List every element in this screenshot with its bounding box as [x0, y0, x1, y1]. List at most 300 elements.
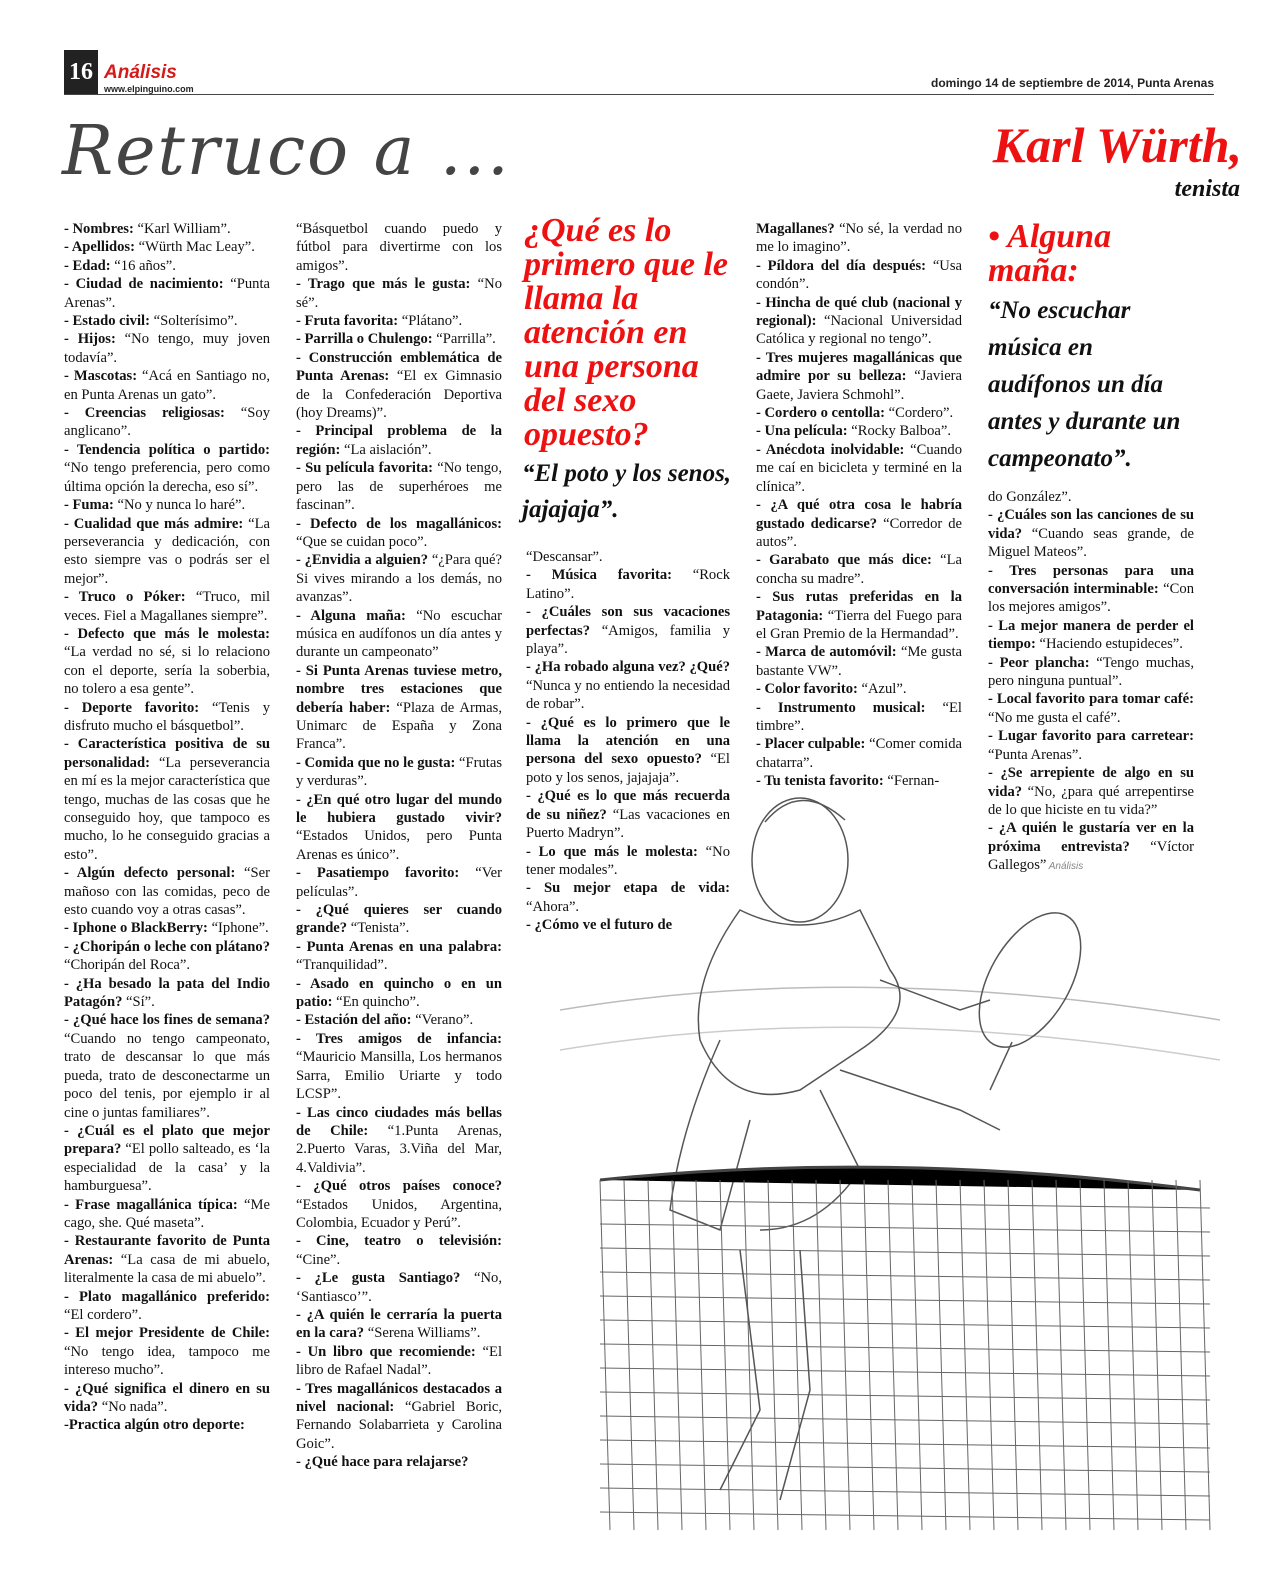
- qa-answer: “Nunca y no entiendo la necesidad de robar”.: [526, 677, 730, 713]
- qa-item: [526, 658, 730, 713]
- qa-question: - Restaurante favorito de Punta Arenas:: [64, 1233, 270, 1268]
- qa-answer: “No tengo, pero las de superhéroes me fascinan”.: [296, 460, 502, 514]
- qa-question: - ¿Cómo ve el futuro de: [526, 917, 673, 934]
- qa-item: [64, 1324, 270, 1379]
- qa-answer: “No y nunca lo haré”.: [113, 497, 246, 514]
- qa-answer: “Ser mañoso con las comidas, peco de esto cuando voy a otras casas”.: [64, 865, 270, 919]
- qa-answer: “Me cago, she. Qué maseta”.: [64, 1196, 270, 1231]
- qa-question: - Su mejor etapa de vida:: [526, 880, 730, 897]
- qa-question: - Instrumento musical:: [756, 699, 926, 716]
- qa-answer: “Las vacaciones en Puerto Madryn”.: [526, 806, 730, 842]
- qa-answer: “Gabriel Boric, Fernando Solabarrieta y Carolina Goic”.: [296, 1399, 503, 1452]
- qa-answer: “La perseverancia y dedicación, con esto siempre vas o podrás ser el mejor”.: [64, 515, 270, 587]
- qa-answer: “Azul”.: [857, 681, 907, 698]
- qa-answer: “Tengo muchas, pero ninguna puntual”.: [988, 654, 1194, 690]
- qa-answer: “Cuando seas grande, de Miguel Mateos”.: [988, 525, 1194, 561]
- highlight-question: ¿Qué es lo primero que le llama la atención en una persona del sexo opuesto?: [524, 212, 728, 453]
- qa-item: [296, 1453, 502, 1471]
- net-line: [1152, 1180, 1162, 1530]
- qa-item: [988, 506, 1194, 561]
- qa-item: [296, 901, 502, 938]
- qa-answer: “Parrilla”.: [432, 331, 496, 348]
- qa-question: - El mejor Presidente de Chile:: [64, 1325, 270, 1342]
- qa-answer: “Estados Unidos, pero Punta Arenas es único”.: [296, 828, 502, 863]
- qa-answer: “Punta Arenas”.: [988, 746, 1083, 763]
- qa-item: [296, 1269, 502, 1306]
- net-line: [912, 1180, 922, 1530]
- qa-question: - Estado civil:: [64, 313, 150, 330]
- qa-answer: “Me gusta bastante VW”.: [756, 644, 962, 679]
- qa-item: [756, 294, 962, 349]
- issue-date: domingo 14 de septiembre de 2014, Punta Arenas: [931, 76, 1214, 90]
- qa-item: [64, 257, 270, 275]
- interviewee-name: Karl Würth,: [992, 117, 1242, 173]
- qa-answer: “El poto y los senos, jajajaja”.: [526, 751, 730, 786]
- qa-answer: “Cuando no tengo campeonato, trato de descansar lo que más pueda, trato de desconectarme un poco del tenis, por ejemplo ir al cine o juntas familiares”.: [64, 1030, 270, 1121]
- qa-item: [64, 588, 270, 625]
- qa-item: [64, 515, 270, 589]
- qa-question: - ¿Qué hace para relajarse?: [296, 1454, 469, 1471]
- qa-question: Magallanes?: [756, 221, 835, 237]
- qa-answer: “Truco, mil veces. Fiel a Magallanes siempre”.: [64, 589, 270, 624]
- qa-answer: “Sí”.: [122, 994, 155, 1011]
- header-rule: [64, 94, 1214, 95]
- qa-item: [988, 488, 1194, 506]
- qa-question: - Tres personas para una conversación interminable:: [988, 562, 1194, 598]
- qa-answer: “Acá en Santiago no, en Punta Arenas un gato”.: [64, 368, 271, 403]
- qa-answer: “No tengo, muy joven todavía”.: [64, 331, 270, 366]
- qa-question: - ¿Qué otros países conoce?: [296, 1178, 502, 1195]
- qa-question: - Pasatiempo favorito:: [296, 865, 460, 882]
- qa-answer: “El libro de Rafael Nadal”.: [296, 1343, 502, 1379]
- qa-answer: “Cordero”.: [885, 405, 954, 422]
- qa-question: - Iphone o BlackBerry:: [64, 920, 208, 937]
- qa-item: [296, 422, 502, 459]
- qa-question: - Algún defecto personal:: [64, 865, 236, 882]
- net-line: [624, 1180, 634, 1530]
- interview-column-1: [64, 220, 270, 1435]
- qa-item: [64, 975, 270, 1012]
- qa-question: - Defecto que más le molesta:: [64, 625, 270, 642]
- qa-answer: “Choripán del Roca”.: [64, 957, 191, 974]
- net-line: [600, 1440, 1210, 1448]
- qa-question: - Música favorita:: [526, 567, 672, 584]
- qa-question: - Su película favorita:: [296, 460, 433, 477]
- qa-item: [756, 588, 962, 643]
- qa-item: [296, 1177, 502, 1232]
- net-line: [600, 1248, 1210, 1256]
- net-line: [768, 1180, 778, 1530]
- qa-item: [64, 735, 270, 864]
- qa-question: - Las cinco ciudades más bellas de Chile:: [296, 1104, 502, 1139]
- net-line: [1080, 1180, 1090, 1530]
- qa-question: - Un libro que recomiende:: [296, 1343, 476, 1360]
- qa-item: [64, 275, 270, 312]
- qa-item: [296, 1011, 502, 1029]
- qa-answer: “El pollo salteado, es ‘la especialidad de la casa’ y la hamburguesa”.: [64, 1141, 270, 1195]
- qa-answer: “Karl William”.: [133, 221, 231, 237]
- net-line: [1128, 1180, 1138, 1530]
- qa-question: - Defecto de los magallánicos:: [296, 515, 502, 532]
- interview-column-2: [296, 220, 502, 1472]
- qa-question: - Píldora del día después:: [756, 257, 926, 274]
- qa-question: - Tres magallánicos destacados a nivel nacional:: [296, 1380, 502, 1415]
- qa-answer: “La perseverancia en mí es la mejor característica que tengo, muchas de las cosas que he conseguido hoy, que tampoco es mucho, lo he conseguido gracias a esto”.: [64, 754, 270, 863]
- qa-question: - Local favorito para tomar café:: [988, 691, 1194, 708]
- qa-question: - ¿Qué es lo primero que le llama la atención en una persona del sexo opuesto?: [526, 714, 730, 768]
- qa-question: - Comida que no le gusta:: [296, 754, 456, 771]
- qa-item: [64, 919, 270, 937]
- qa-answer: “Rock Latino”.: [526, 567, 730, 602]
- qa-answer: “Punta Arenas”.: [64, 276, 271, 311]
- qa-answer: “Con los mejores amigos”.: [988, 581, 1194, 616]
- qa-item: [64, 699, 270, 736]
- qa-question: - Lo que más le molesta:: [526, 843, 698, 860]
- qa-item: [526, 603, 730, 658]
- page-header: [64, 50, 1214, 94]
- qa-answer: “Estados Unidos, Argentina, Colombia, Ecuador y Perú”.: [296, 1196, 502, 1231]
- net-line: [1200, 1180, 1210, 1530]
- qa-question: - ¿Ha robado alguna vez? ¿Qué?: [526, 659, 730, 676]
- qa-question: - ¿A qué otra cosa le habría gustado dedicarse?: [756, 497, 962, 532]
- qa-question: - Frase magallánica típica:: [64, 1196, 238, 1213]
- qa-question: - ¿Qué es lo que más recuerda de su niñez?: [526, 788, 730, 823]
- qa-answer: “Verano”.: [411, 1012, 474, 1029]
- qa-answer: do González”.: [988, 489, 1072, 505]
- qa-answer: “Würth Mac Leay”.: [134, 239, 255, 256]
- qa-answer: “No escuchar música en audífonos un día antes y durante un campeonato”: [296, 607, 502, 661]
- qa-answer: “La aislación”.: [340, 441, 432, 458]
- qa-item: [296, 330, 502, 348]
- qa-question: - ¿Le gusta Santiago?: [296, 1270, 461, 1287]
- net-line: [1104, 1180, 1114, 1530]
- qa-answer: “La casa de mi abuelo, literalmente la casa de mi abuelo”.: [64, 1251, 270, 1287]
- newspaper-logo: Análisis: [104, 62, 177, 83]
- qa-question: - Anécdota inolvidable:: [756, 441, 905, 458]
- qa-question: - Una película:: [756, 423, 848, 440]
- qa-item: [64, 1196, 270, 1233]
- qa-answer: “No me gusta el café”.: [988, 709, 1121, 726]
- qa-question: - Punta Arenas en una palabra:: [296, 938, 502, 955]
- net-line: [1032, 1180, 1042, 1530]
- qa-question: - Plato magallánico preferido:: [64, 1288, 270, 1305]
- qa-answer: “Víctor Gallegos”: [988, 838, 1194, 874]
- net-line: [600, 1320, 1210, 1328]
- page-number: 16: [64, 50, 98, 94]
- qa-item: [756, 680, 962, 698]
- qa-item: [756, 220, 962, 257]
- qa-answer: “16 años”.: [110, 257, 176, 274]
- qa-question: - Si Punta Arenas tuviese metro, nombre tres estaciones que debería haber:: [296, 662, 502, 716]
- qa-question: - Creencias religiosas:: [64, 405, 225, 422]
- qa-question: - ¿A quién le cerraría la puerta en la cara?: [296, 1306, 502, 1342]
- interviewee-role: tenista: [1174, 176, 1240, 202]
- qa-answer: “Iphone”.: [207, 920, 269, 937]
- qa-item: [756, 422, 962, 440]
- qa-item: [296, 1380, 502, 1454]
- qa-answer: “No tengo idea, tampoco me intereso mucho”.: [64, 1343, 270, 1379]
- qa-answer: “No tengo preferencia, pero como última opción la derecha, eso sí”.: [64, 460, 270, 495]
- qa-item: [64, 238, 270, 256]
- qa-item: [296, 515, 502, 552]
- qa-answer: “Tenista”.: [347, 920, 410, 937]
- qa-answer: “No nada”.: [98, 1399, 168, 1415]
- qa-answer: “Fernan-: [883, 773, 940, 790]
- qa-item: [756, 643, 962, 680]
- qa-question: - ¿Ha besado la pata del Indio Patagón?: [64, 975, 270, 1011]
- net-line: [864, 1180, 874, 1530]
- newspaper-website: www.elpinguino.com: [104, 84, 194, 94]
- qa-item: [296, 1306, 502, 1343]
- qa-question: - Truco o Póker:: [64, 589, 186, 606]
- qa-question: - Deporte favorito:: [64, 699, 200, 716]
- qa-answer: “Haciendo estupideces”.: [1035, 636, 1183, 653]
- qa-answer: “Mauricio Mansilla, Los hermanos Sarra, Emilio Uriarte y todo LCSP”.: [296, 1049, 502, 1103]
- qa-item: [64, 1416, 270, 1434]
- net-line: [936, 1180, 946, 1530]
- qa-item: [64, 404, 270, 441]
- qa-question: - Sus rutas preferidas en la Patagonia:: [756, 589, 962, 624]
- qa-question: - Principal problema de la región:: [296, 423, 502, 458]
- qa-item: [64, 220, 270, 238]
- qa-answer: “Cine”.: [296, 1251, 341, 1268]
- qa-question: - ¿Qué hace los fines de semana?: [64, 1012, 270, 1029]
- qa-item: [296, 938, 502, 975]
- qa-answer: “Serena Williams”.: [364, 1325, 481, 1342]
- net-line: [600, 1464, 1210, 1472]
- qa-answer: “Tranquilidad”.: [296, 957, 388, 974]
- qa-answer: “Soy anglicano”.: [64, 405, 270, 440]
- qa-item: [64, 1288, 270, 1325]
- qa-question: - Hincha de qué club (nacional y regional):: [756, 294, 962, 330]
- qa-question: - La mejor manera de perder el tiempo:: [988, 617, 1194, 653]
- qa-item: [756, 404, 962, 422]
- qa-answer: “Frutas y verduras”.: [296, 754, 502, 790]
- net-line: [1176, 1180, 1186, 1530]
- qa-item: [296, 220, 502, 275]
- qa-item: [756, 496, 962, 551]
- qa-answer: “Ver películas”.: [296, 865, 502, 900]
- qa-question: - Apellidos:: [64, 239, 135, 256]
- qa-item: [756, 441, 962, 496]
- net-line: [672, 1180, 682, 1530]
- qa-answer: “No, ¿para qué arrepentirse de lo que hiciste en tu vida?”: [988, 783, 1194, 818]
- qa-answer: “La concha su madre”.: [756, 552, 962, 587]
- qa-answer: “Plaza de Armas, Unimarc de España y Zona Franca”.: [296, 699, 502, 753]
- qa-item: [296, 1030, 502, 1104]
- qa-question: - Garabato que más dice:: [756, 552, 932, 569]
- qa-question: - Alguna maña:: [296, 607, 406, 624]
- qa-answer: “El timbre”.: [756, 699, 962, 734]
- qa-answer: “No, ‘Santiasco’”.: [296, 1270, 502, 1305]
- qa-item: [64, 1380, 270, 1417]
- net-line: [600, 1272, 1210, 1280]
- qa-answer: “Usa condón”.: [756, 257, 962, 293]
- qa-item: [526, 548, 730, 566]
- qa-item: [64, 625, 270, 699]
- qa-answer: “Que se cuidan poco”.: [296, 533, 428, 550]
- qa-question: - Cualidad que más admire:: [64, 515, 244, 532]
- net-line: [840, 1180, 850, 1530]
- net-line: [720, 1180, 730, 1530]
- qa-answer: “Tierra del Fuego para el Gran Premio de la Hermandad”.: [756, 607, 962, 642]
- qa-item: [296, 551, 502, 606]
- qa-item: [64, 367, 270, 404]
- qa-item: [296, 275, 502, 312]
- qa-item: [756, 349, 962, 404]
- qa-question: - ¿Qué significa el dinero en su vida?: [64, 1380, 270, 1415]
- qa-answer: “Básquetbol cuando puedo y fútbol para divertirme con los amigos”.: [296, 221, 502, 274]
- net-line: [600, 1512, 1210, 1520]
- qa-item: [988, 617, 1194, 654]
- qa-answer: “En quincho”.: [332, 994, 420, 1011]
- net-line: [1056, 1180, 1066, 1530]
- mania-title: • Alguna maña:: [988, 218, 1112, 289]
- qa-item: [296, 864, 502, 901]
- qa-answer: “Javiera Gaete, Javiera Schmohl”.: [756, 368, 963, 403]
- qa-item: [296, 1343, 502, 1380]
- qa-item: [988, 562, 1194, 617]
- qa-item: [296, 975, 502, 1012]
- qa-answer: “No sé, la verdad no me lo imagino”.: [756, 221, 962, 256]
- qa-question: - Cordero o centolla:: [756, 405, 886, 422]
- qa-item: [64, 1232, 270, 1287]
- qa-answer: “Solterísimo”.: [149, 313, 238, 330]
- net-line: [816, 1180, 826, 1530]
- net-line: [792, 1180, 802, 1530]
- qa-question: -Practica algún otro deporte:: [64, 1417, 245, 1434]
- net-line: [600, 1368, 1210, 1376]
- net-line: [600, 1344, 1210, 1352]
- qa-item: [526, 566, 730, 603]
- qa-question: - Estación del año:: [296, 1012, 412, 1029]
- qa-item: [296, 754, 502, 791]
- qa-item: [64, 441, 270, 496]
- qa-question: - Asado en quincho o en un patio:: [296, 975, 502, 1011]
- qa-question: - ¿En qué otro lugar del mundo le hubiera gustado vivir?: [296, 791, 502, 826]
- net-line: [1008, 1180, 1018, 1530]
- qa-item: [296, 349, 502, 423]
- qa-answer: “Rocky Balboa”.: [847, 423, 951, 440]
- qa-question: - ¿Se arrepiente de algo en su vida?: [988, 765, 1194, 800]
- qa-question: - Tendencia política o partido:: [64, 441, 270, 458]
- net-line: [600, 1296, 1210, 1304]
- net-line: [600, 1224, 1210, 1232]
- qa-answer: “¿Para qué? Si vives mirando a los demás, no avanzas”.: [296, 552, 503, 606]
- qa-question: - Lugar favorito para carretear:: [988, 728, 1194, 745]
- qa-item: [64, 1011, 270, 1121]
- qa-question: - Tres mujeres magallánicas que admire por su belleza:: [756, 349, 962, 385]
- net-line: [888, 1180, 898, 1530]
- mania-quote: “No escuchar música en audífonos un día antes y durante un campeonato”.: [988, 297, 1181, 472]
- qa-item: [296, 662, 502, 754]
- net-line: [600, 1416, 1210, 1424]
- qa-question: - Trago que más le gusta:: [296, 276, 471, 293]
- qa-item: [296, 1104, 502, 1178]
- qa-answer: “Corredor de autos”.: [756, 515, 962, 550]
- qa-item: [296, 312, 502, 330]
- qa-question: - Peor plancha:: [988, 654, 1090, 671]
- tennis-player-illustration: [560, 710, 1220, 1540]
- qa-answer: “Comer comida chatarra”.: [756, 736, 962, 771]
- net-line: [600, 1392, 1210, 1400]
- net-line: [696, 1180, 706, 1530]
- qa-question: - Marca de automóvil:: [756, 644, 897, 661]
- qa-answer: “No tener modales”.: [526, 843, 730, 878]
- qa-question: - Característica positiva de su personalidad:: [64, 736, 270, 771]
- qa-item: [756, 257, 962, 294]
- qa-question: - ¿A quién le gustaría ver en la próxima entrevista?: [988, 820, 1194, 855]
- qa-question: - Cine, teatro o televisión:: [296, 1233, 502, 1250]
- qa-item: [64, 312, 270, 330]
- qa-item: [64, 1122, 270, 1196]
- qa-item: [64, 864, 270, 919]
- qa-question: - Edad:: [64, 257, 111, 274]
- qa-question: - Construcción emblemática de Punta Arenas:: [296, 349, 502, 385]
- qa-answer: “El cordero”.: [64, 1306, 142, 1323]
- qa-answer: “No sé”.: [296, 276, 502, 311]
- qa-question: - ¿Cuáles son las canciones de su vida?: [988, 507, 1194, 542]
- qa-question: - ¿Choripán o leche con plátano?: [64, 938, 270, 955]
- qa-answer: “Amigos, familia y playa”.: [526, 622, 730, 658]
- qa-question: - Mascotas:: [64, 368, 138, 385]
- qa-question: - Ciudad de nacimiento:: [64, 276, 224, 293]
- qa-item: [296, 791, 502, 865]
- qa-question: - ¿Cuáles son sus vacaciones perfectas?: [526, 604, 730, 639]
- end-signature: Análisis: [1046, 861, 1084, 873]
- qa-question: - Nombres:: [64, 221, 134, 237]
- qa-question: - ¿Cuál es el plato que mejor prepara?: [64, 1122, 270, 1158]
- qa-answer: “La verdad no sé, si lo relaciono con el deporte, sería la soberbia, no tolero a esa gente”.: [64, 644, 270, 698]
- net-line: [600, 1200, 1210, 1208]
- net-line: [984, 1180, 994, 1530]
- qa-answer: “Nacional Universidad Católica y regional no tengo”.: [756, 313, 962, 348]
- net-line: [648, 1180, 658, 1530]
- qa-item: [64, 938, 270, 975]
- qa-answer: “1.Punta Arenas, 2.Puerto Varas, 3.Viña del Mar, 4.Valdivia”.: [296, 1122, 502, 1176]
- qa-item: [296, 607, 502, 662]
- qa-question: - Fruta favorita:: [296, 313, 399, 330]
- qa-item: [296, 459, 502, 514]
- qa-question: - Color favorito:: [756, 681, 858, 698]
- qa-question: - Tu tenista favorito:: [756, 773, 884, 790]
- qa-answer: “Descansar”.: [526, 549, 603, 565]
- qa-answer: “Ahora”.: [526, 898, 580, 915]
- qa-item: [988, 654, 1194, 691]
- qa-question: - Placer culpable:: [756, 736, 866, 753]
- qa-item: [64, 496, 270, 514]
- qa-question: - ¿Qué quieres ser cuando grande?: [296, 902, 502, 937]
- qa-item: [296, 1232, 502, 1269]
- qa-answer: “Tenis y disfruto mucho el básquetbol”.: [64, 699, 270, 734]
- qa-item: [756, 551, 962, 588]
- qa-question: - Tres amigos de infancia:: [296, 1030, 502, 1047]
- qa-answer: “Cuando me caí en bicicleta y terminé en la clínica”.: [756, 441, 962, 495]
- qa-question: - Parrilla o Chulengo:: [296, 331, 433, 348]
- qa-answer: “Plátano”.: [398, 313, 463, 330]
- net-line: [960, 1180, 970, 1530]
- net-line: [600, 1180, 610, 1530]
- qa-question: - Hijos:: [64, 331, 116, 348]
- qa-question: - Fuma:: [64, 497, 114, 514]
- net-line: [600, 1488, 1210, 1496]
- section-title: Retruco a ...: [62, 112, 511, 191]
- highlight-answer: “El poto y los senos, jajajaja”.: [522, 460, 732, 523]
- qa-question: - ¿Envidia a alguien?: [296, 552, 429, 569]
- interview-column-4: [756, 220, 962, 791]
- qa-item: [64, 330, 270, 367]
- qa-answer: “El ex Gimnasio de la Confederación Deportiva (hoy Dreams)”.: [296, 368, 502, 422]
